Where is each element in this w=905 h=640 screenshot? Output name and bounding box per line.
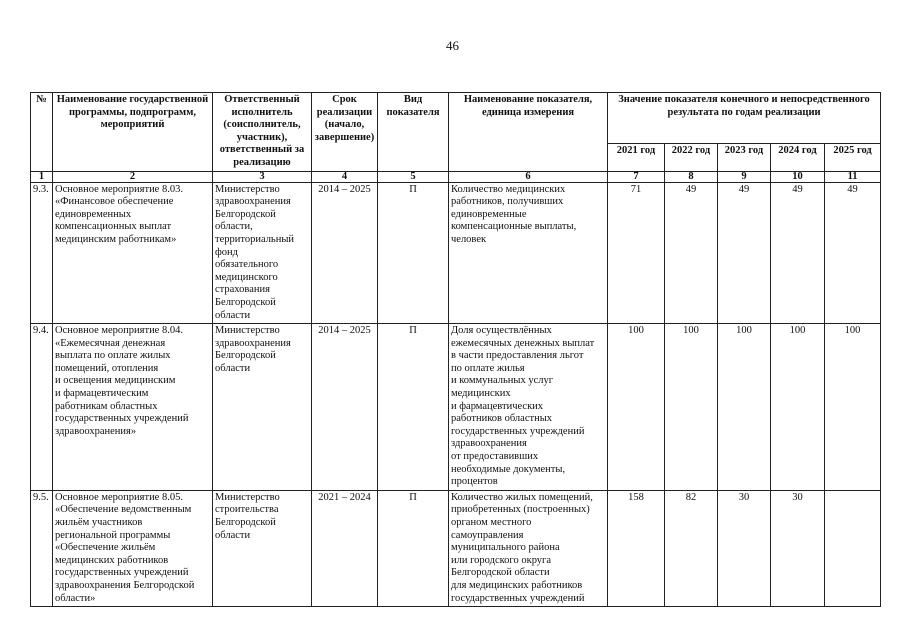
implementation-term: 2014 – 2025 <box>312 324 378 491</box>
column-number: 3 <box>213 171 312 182</box>
column-number: 8 <box>665 171 718 182</box>
implementation-term: 2021 – 2024 <box>312 490 378 606</box>
header-responsible: Ответственный исполнитель (соисполнитель, участник), ответственный за реализацию <box>213 93 312 172</box>
measure-name: Основное мероприятие 8.04. «Ежемесячная денежная выплата по оплате жилых помещений, отопления и освещения медицинским и фармацевтическим работникам областных государственных учреждений здравоохранения» <box>53 324 213 491</box>
value-2025: 100 <box>825 324 881 491</box>
header-indicator-type: Вид показателя <box>378 93 449 172</box>
row-number: 9.3. <box>31 182 53 324</box>
value-2021: 158 <box>608 490 665 606</box>
table-row <box>31 490 881 606</box>
value-2024: 100 <box>771 324 825 491</box>
header-year-2023: 2023 год <box>718 143 771 171</box>
value-2023: 30 <box>718 490 771 606</box>
value-2022: 49 <box>665 182 718 324</box>
indicator-type: П <box>378 182 449 324</box>
value-2021: 71 <box>608 182 665 324</box>
column-number: 4 <box>312 171 378 182</box>
column-number: 1 <box>31 171 53 182</box>
header-row <box>31 93 881 144</box>
indicator-name: Количество жилых помещений, приобретенных (построенных) органом местного самоуправления муниципального района или городского округа Белгородской области для медицинских работников государственных учреждений <box>449 490 608 606</box>
responsible-executor: Министерство строительства Белгородской области <box>213 490 312 606</box>
column-number: 10 <box>771 171 825 182</box>
header-name: Наименование государственной программы, подпрограмм, мероприятий <box>53 93 213 172</box>
value-2024: 49 <box>771 182 825 324</box>
header-indicator-name: Наименование показателя, единица измерения <box>449 93 608 172</box>
header-num: № <box>31 93 53 172</box>
column-number: 2 <box>53 171 213 182</box>
indicator-type: П <box>378 324 449 491</box>
table-row <box>31 324 881 491</box>
page-number: 46 <box>446 38 459 53</box>
indicator-type: П <box>378 490 449 606</box>
value-2024: 30 <box>771 490 825 606</box>
implementation-term: 2014 – 2025 <box>312 182 378 324</box>
header-year-2022: 2022 год <box>665 143 718 171</box>
column-numbers-row <box>31 171 881 182</box>
value-2022: 82 <box>665 490 718 606</box>
header-values-group: Значение показателя конечного и непосредственного результата по годам реализации <box>608 93 881 144</box>
row-number: 9.4. <box>31 324 53 491</box>
column-number: 7 <box>608 171 665 182</box>
value-2023: 49 <box>718 182 771 324</box>
indicator-name: Количество медицинских работников, получивших единовременные компенсационные выплаты, человек <box>449 182 608 324</box>
header-term: Срок реализации (начало, завершение) <box>312 93 378 172</box>
indicators-table <box>30 92 881 607</box>
responsible-executor: Министерство здравоохранения Белгородской области <box>213 324 312 491</box>
value-2022: 100 <box>665 324 718 491</box>
table-row <box>31 182 881 324</box>
column-number: 6 <box>449 171 608 182</box>
header-year-2024: 2024 год <box>771 143 825 171</box>
value-2023: 100 <box>718 324 771 491</box>
value-2021: 100 <box>608 324 665 491</box>
row-number: 9.5. <box>31 490 53 606</box>
column-number: 5 <box>378 171 449 182</box>
measure-name: Основное мероприятие 8.03. «Финансовое обеспечение единовременных компенсационных выплат медицинским работникам» <box>53 182 213 324</box>
column-number: 9 <box>718 171 771 182</box>
header-year-2025: 2025 год <box>825 143 881 171</box>
responsible-executor: Министерство здравоохранения Белгородской области, территориальный фонд обязательного медицинского страхования Белгородской области <box>213 182 312 324</box>
column-number: 11 <box>825 171 881 182</box>
measure-name: Основное мероприятие 8.05. «Обеспечение ведомственным жильём участников региональной программы «Обеспечение жильём медицинских работников государственных учреждений здравоохранения Белгородской области» <box>53 490 213 606</box>
indicator-name: Доля осуществлённых ежемесячных денежных выплат в части предоставления льгот по оплате жилья и коммунальных услуг медицинских и фармацевтических работников областных государственных учреждений здравоохранения от предоставивших необходимые документы, процентов <box>449 324 608 491</box>
value-2025: 49 <box>825 182 881 324</box>
header-year-2021: 2021 год <box>608 143 665 171</box>
value-2025 <box>825 490 881 606</box>
